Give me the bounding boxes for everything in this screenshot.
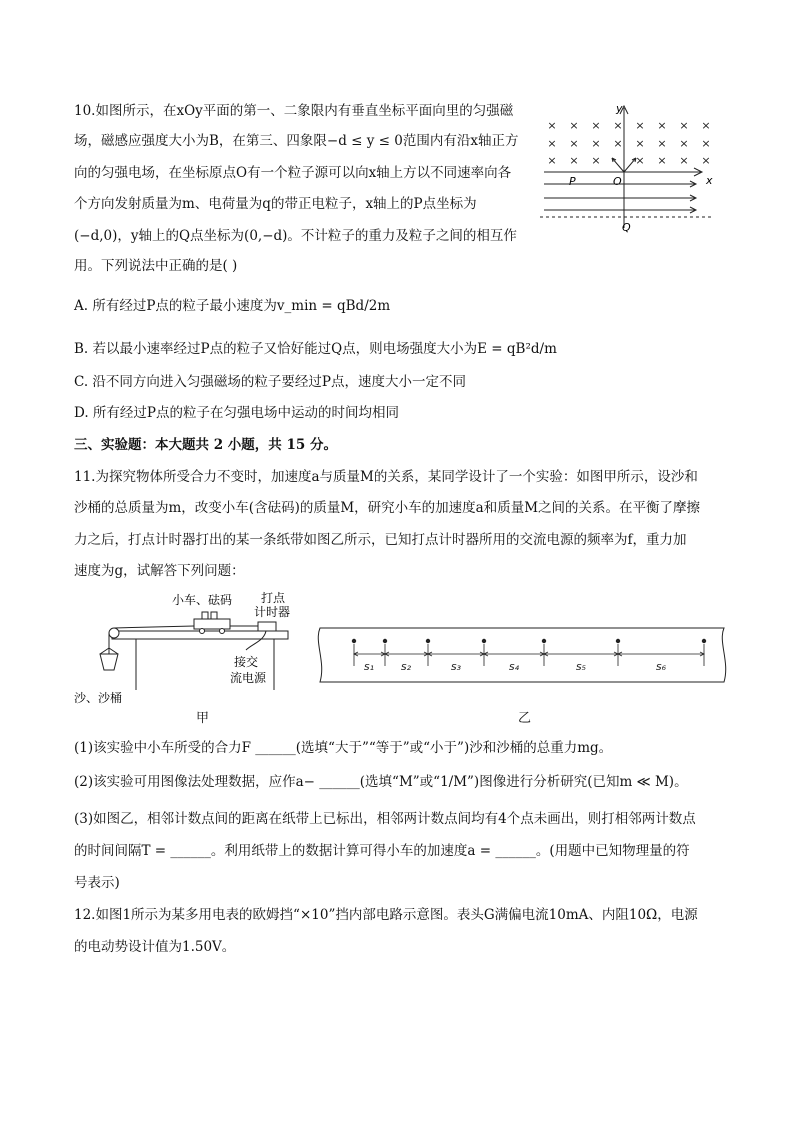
- svg-text:×: ×: [701, 154, 711, 167]
- q11-question-3-line-2: 的时间间隔T = ______。利用纸带上的数据计算可得小车的加速度a = ______。(用题中已知物理量的符: [74, 843, 690, 859]
- svg-text:×: ×: [679, 137, 689, 150]
- segment-s2-label: s₂: [400, 660, 412, 673]
- point-p-label: P: [569, 175, 576, 188]
- cart-icon: [194, 619, 230, 629]
- q10-line-4: 个方向发射质量为m、电荷量为q的带正电粒子，x轴上的P点坐标为: [74, 196, 477, 212]
- weight-icon: [202, 612, 208, 619]
- point-q-label: Q: [622, 221, 631, 234]
- segment-s1-label: s₁: [363, 660, 375, 673]
- q12-line-1: 12.如图1所示为某多用电表的欧姆挡“×10”挡内部电路示意图。表头G满偏电流10mA、内阻10Ω，电源: [74, 907, 698, 923]
- figure-yi-caption: 乙: [518, 711, 532, 726]
- q11-line-4: 速度为g，试解答下列问题：: [74, 563, 245, 579]
- svg-text:×: ×: [635, 119, 645, 132]
- timer-icon: [258, 622, 276, 631]
- pulley-icon: [109, 628, 119, 638]
- svg-text:×: ×: [679, 154, 689, 167]
- svg-text:×: ×: [701, 137, 711, 150]
- string-horizontal: [114, 626, 194, 628]
- q11-line-3: 力之后，打点计时器打出的某一条纸带如图乙所示，已知打点计时器所用的交流电源的频率为f，重力加: [74, 532, 687, 548]
- svg-text:×: ×: [635, 154, 645, 167]
- paper-tape-diagram: [314, 622, 730, 694]
- svg-text:×: ×: [613, 137, 623, 150]
- q10-option-b: B. 若以最小速率经过P点的粒子又恰好能过Q点，则电场强度大小为E = qB²d/m: [74, 341, 557, 357]
- figure-jia-caption: 甲: [196, 711, 210, 726]
- q11-line-1: 11.为探究物体所受合力不变时，加速度a与质量M的关系，某同学设计了一个实验：如图甲所示，设沙和: [74, 469, 698, 485]
- power-label-1: 接交: [234, 655, 259, 669]
- q11-line-2: 沙桶的总质量为m，改变小车(含砝码)的质量M，研究小车的加速度a和质量M之间的关系。在平衡了摩擦: [74, 500, 701, 516]
- power-label-2: 流电源: [230, 671, 267, 685]
- svg-text:×: ×: [569, 119, 579, 132]
- origin-label: O: [613, 175, 622, 188]
- timer-label-2: 计时器: [254, 605, 291, 619]
- svg-text:×: ×: [591, 119, 601, 132]
- bucket-label: 沙、沙桶: [74, 691, 123, 704]
- q10-line-5: (−d,0)，y轴上的Q点坐标为(0,−d)。不计粒子的重力及粒子之间的相互作: [74, 228, 517, 244]
- particle-source-arrows: [612, 154, 636, 172]
- cart-label: 小车、砝码: [172, 593, 233, 607]
- q10-option-c: C. 沿不同方向进入匀强磁场的粒子要经过P点，速度大小一定不同: [74, 374, 467, 390]
- q11-question-3-line-1: (3)如图乙，相邻计数点间的距离在纸带上已标出，相邻两计数点间均有4个点未画出，则打相邻两计数点: [74, 811, 696, 827]
- q10-line-6: 用。下列说法中正确的是( ): [74, 258, 238, 274]
- q11-question-1: (1)该实验中小车所受的合力F ______(选填“大于”“等于”或“小于”)沙和沙桶的总重力mg。: [74, 740, 613, 756]
- svg-text:×: ×: [657, 119, 667, 132]
- svg-text:×: ×: [547, 154, 557, 167]
- q11-question-2: (2)该实验可用图像法处理数据，应作a− ______(选填“M”或“1/M”)图像进行分析研究(已知m ≪ M)。: [74, 774, 688, 790]
- svg-text:×: ×: [569, 137, 579, 150]
- apparatus-diagram: [74, 586, 294, 704]
- tape-outline: [318, 628, 725, 682]
- sand-bucket-icon: [100, 654, 118, 670]
- segment-s5-label: s₅: [575, 660, 587, 673]
- segment-s4-label: s₄: [508, 660, 520, 673]
- section-3-heading: 三、实验题：本大题共 2 小题，共 15 分。: [74, 437, 337, 453]
- q11-question-3-line-3: 号表示): [74, 875, 120, 891]
- q10-line-3: 向的匀强电场，在坐标原点O有一个粒子源可以向x轴上方以不同速率向各: [74, 165, 512, 181]
- svg-text:×: ×: [547, 119, 557, 132]
- svg-text:×: ×: [547, 137, 557, 150]
- svg-text:×: ×: [635, 137, 645, 150]
- q10-line-1: 10.如图所示，在xOy平面的第一、二象限内有垂直坐标平面向里的匀强磁: [74, 103, 514, 119]
- svg-text:×: ×: [657, 137, 667, 150]
- svg-text:×: ×: [679, 119, 689, 132]
- svg-text:×: ×: [613, 119, 623, 132]
- svg-text:×: ×: [591, 137, 601, 150]
- svg-text:×: ×: [657, 154, 667, 167]
- segment-s3-label: s₃: [450, 660, 462, 673]
- y-axis-label: y: [616, 102, 623, 115]
- timer-label-1: 打点: [261, 591, 286, 605]
- magnetic-field-crosses: [547, 119, 710, 167]
- q12-line-2: 的电动势设计值为1.50V。: [74, 939, 236, 955]
- svg-text:×: ×: [701, 119, 711, 132]
- q10-field-diagram: [536, 100, 720, 235]
- q10-option-a: A. 所有经过P点的粒子最小速度为v_min = qBd/2m: [74, 298, 391, 314]
- q10-line-2: 场，磁感应强度大小为B，在第三、四象限−d ≤ y ≤ 0范围内有沿x轴正方: [74, 133, 519, 149]
- x-axis-label: x: [706, 174, 713, 187]
- segment-s6-label: s₆: [655, 660, 667, 673]
- svg-text:×: ×: [569, 154, 579, 167]
- q10-option-d: D. 所有经过P点的粒子在匀强电场中运动的时间均相同: [74, 405, 400, 421]
- svg-text:×: ×: [591, 154, 601, 167]
